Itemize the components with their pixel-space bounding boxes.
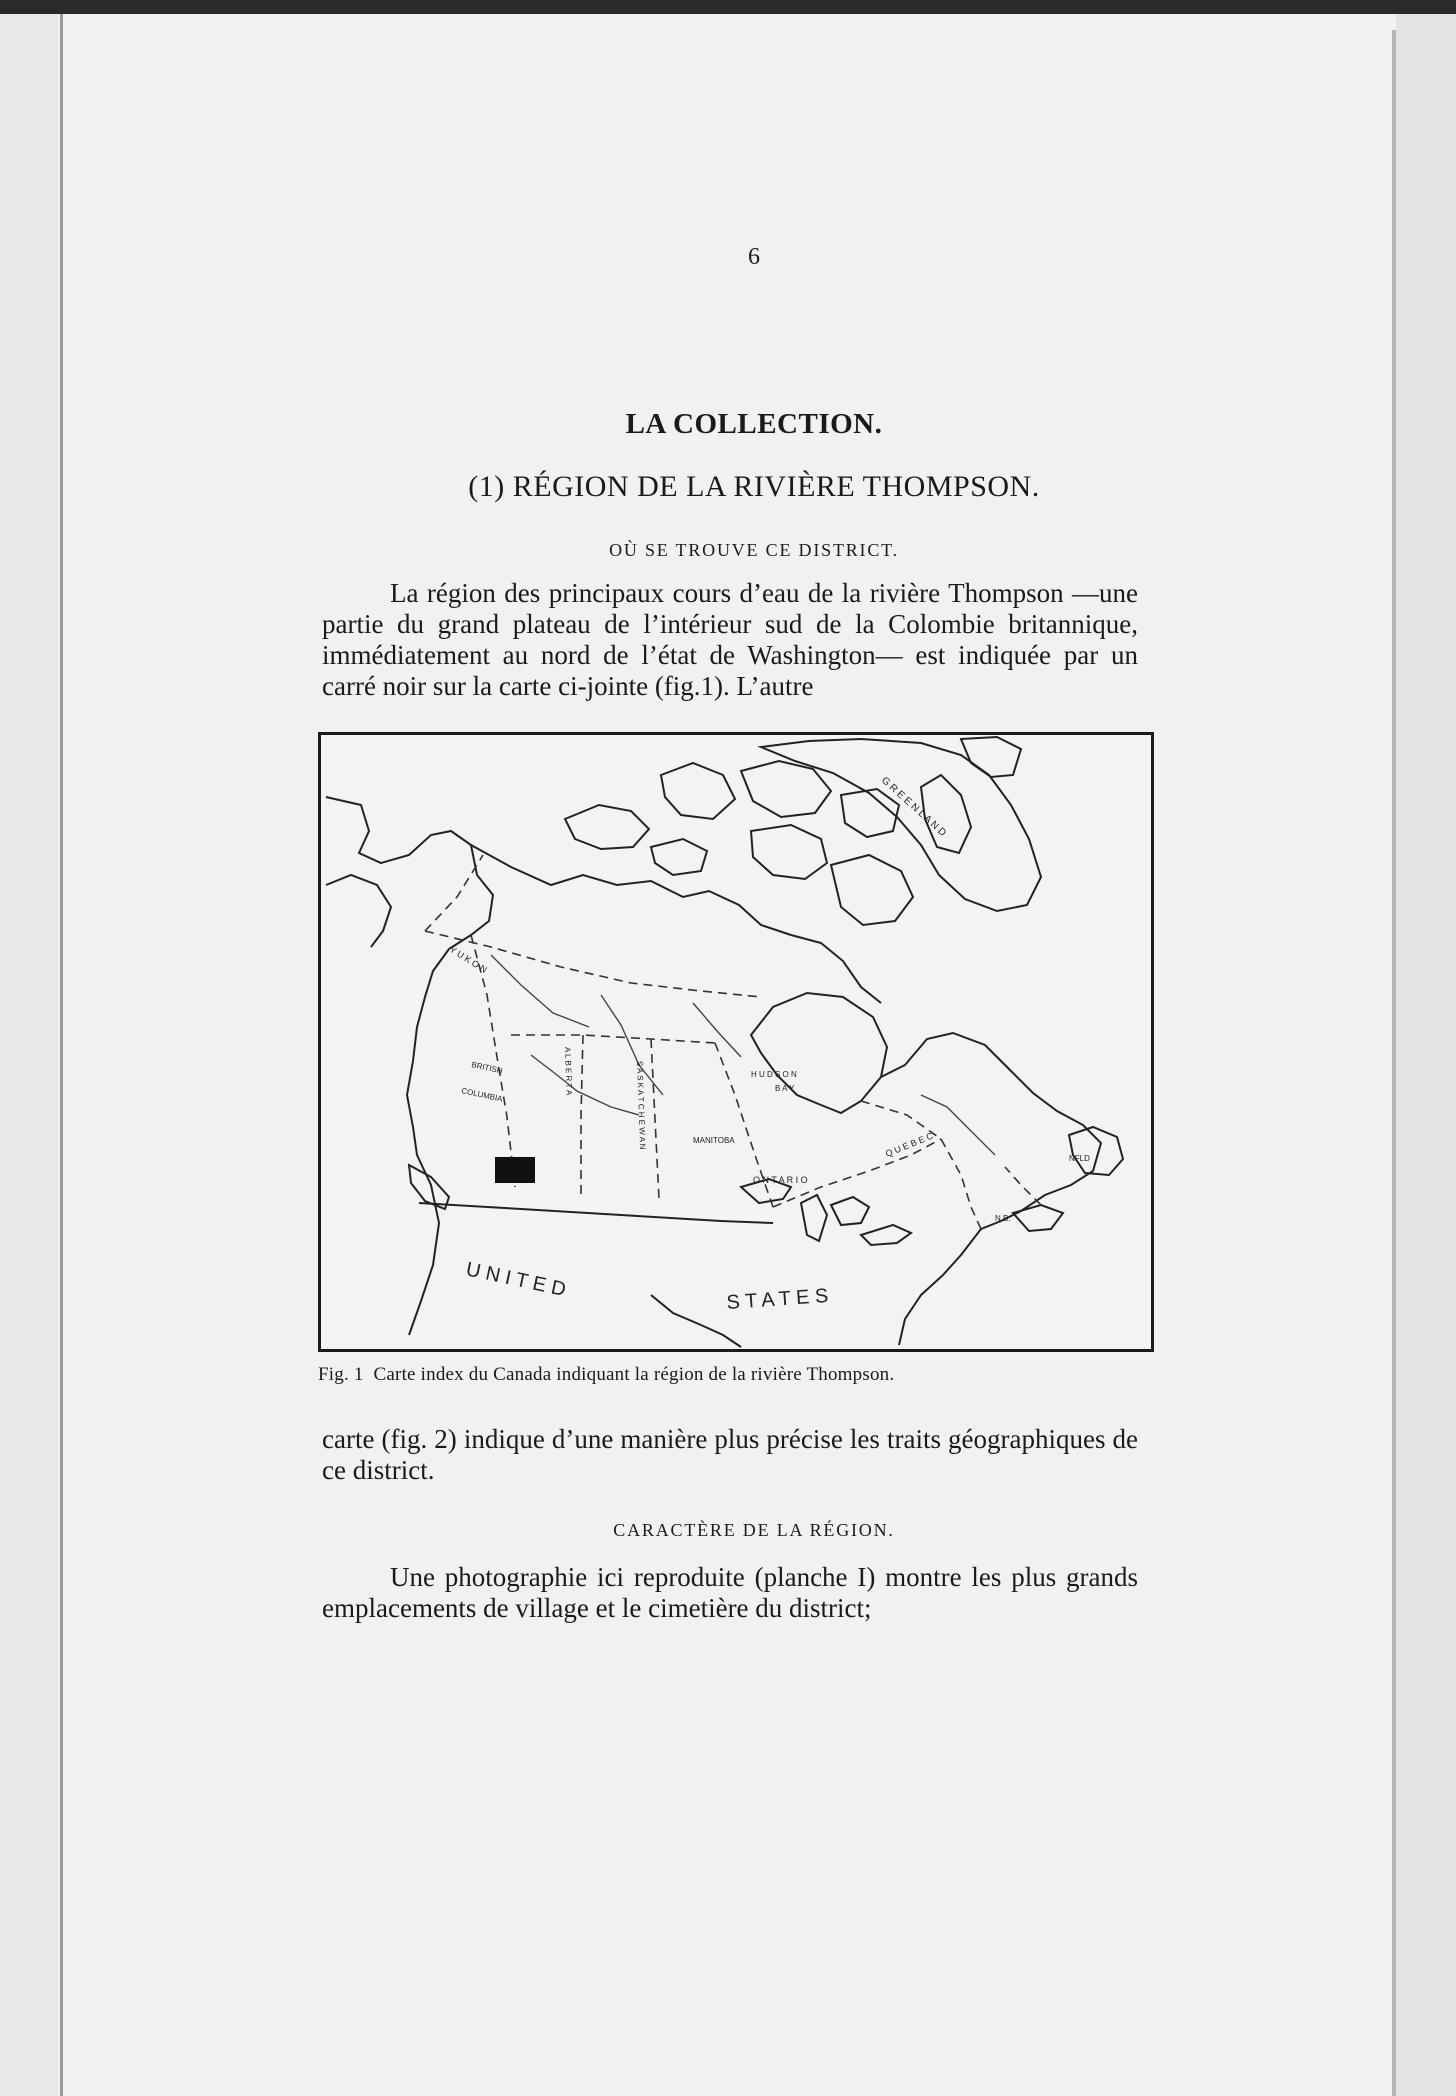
figure-caption bbox=[318, 1364, 1154, 1386]
figure-map-canada bbox=[318, 732, 1154, 1352]
map-us-border bbox=[419, 1203, 773, 1223]
map-label-quebec: Q U E B E C bbox=[884, 1130, 935, 1159]
subsection-title: (1) RÉGION DE LA RIVIÈRE THOMPSON. bbox=[468, 470, 1040, 503]
heading-district-location: OÙ SE TROUVE CE DISTRICT. bbox=[609, 540, 899, 560]
figure-label: Fig. 1 bbox=[318, 1364, 364, 1385]
next-page-edge bbox=[1396, 14, 1456, 2096]
map-label-columbia: COLUMBIA bbox=[460, 1086, 504, 1104]
thompson-region-square bbox=[495, 1157, 535, 1183]
page-right-edge bbox=[1392, 30, 1396, 2096]
map-canada-index bbox=[321, 735, 1151, 1349]
map-label-nb: N.B. bbox=[995, 1214, 1011, 1223]
map-label-alberta: A L B E R T A bbox=[563, 1046, 574, 1096]
map-label-yukon: Y U K O N bbox=[447, 944, 489, 975]
figure-caption-text: Carte index du Canada indiquant la région de la rivière Thompson. bbox=[373, 1364, 895, 1385]
map-label-manitoba: MANITOBA bbox=[693, 1136, 735, 1145]
page-number: 6 bbox=[748, 244, 760, 270]
map-labels bbox=[448, 775, 1090, 1314]
map-label-british: BRITISH bbox=[470, 1060, 504, 1076]
map-label-bay: B A Y bbox=[775, 1084, 795, 1093]
section-title: LA COLLECTION. bbox=[625, 408, 883, 440]
map-label-nfld: NFLD bbox=[1069, 1154, 1090, 1163]
map-label-states: S T A T E S bbox=[725, 1284, 830, 1314]
paragraph-character: Une photographie ici reproduite (planche I) montre les plus grands emplacements de village et le cimetière du district; bbox=[322, 1562, 1138, 1623]
map-label-united: U N I T E D bbox=[463, 1258, 568, 1301]
map-coastlines bbox=[326, 737, 1123, 1347]
map-label-saskatchewan: S A S K A T C H E W A N bbox=[635, 1060, 648, 1150]
map-label-hudson: H U D S O N bbox=[751, 1070, 797, 1079]
paragraph-location: La région des principaux cours d’eau de la rivière Thompson —une partie du grand plateau de l’intérieur sud de la Colombie britannique, immédiatement au nord de l’état de Washington— est indiquée par un carré noir sur la carte ci-jointe (fig.1). L’autre bbox=[322, 578, 1138, 701]
map-label-ontario: O N T A R I O bbox=[753, 1175, 808, 1185]
paragraph-continuation: carte (fig. 2) indique d’une manière plus précise les traits géographiques de ce district. bbox=[322, 1424, 1138, 1485]
map-label-greenland: G R E E N L A N D bbox=[878, 775, 949, 839]
page-spine-edge bbox=[60, 14, 63, 2096]
heading-region-character: CARACTÈRE DE LA RÉGION. bbox=[613, 1520, 895, 1540]
scan-top-edge bbox=[0, 0, 1456, 14]
